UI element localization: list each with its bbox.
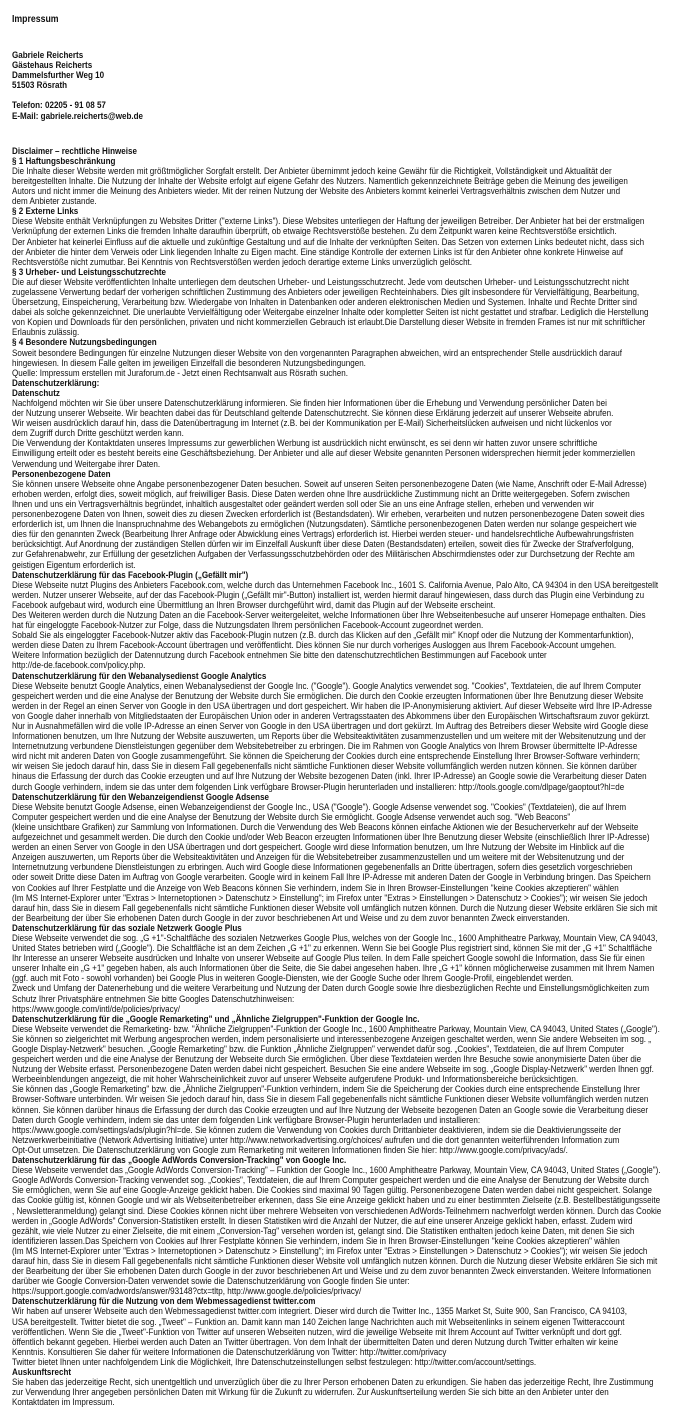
paragraph-line: Zweck und Umfang der Datenerhebung und die weitere Verarbeitung und Nutzung der Daten durch Google sowie Ihre diesbezüglichen Rechte und Einstellungsmöglichkeiten zum [12, 983, 650, 995]
paragraph-line: (Im MS Internet-Explorer unter "Extras > Internetoptionen > Datenschutz > Einstellung"; im Firefox unter "Extras > Einstellungen > Datenschutz > Cookies"); wir weisen Sie jedoch [12, 892, 648, 904]
paragraph-line: dies für den genannten Zweck (Bearbeitung Ihrer Anfrage oder Abwicklung eines Vertrags) erforderlich ist. Hierbei werden steuer- und handelsrechtliche Aufbewahrungsfristen [12, 529, 634, 541]
paragraph-line: Der Anbieter hat keinerlei Einfluss auf die aktuelle und zukünftige Gestaltung und auf die Inhalte der verknüpften Seiten. Das Setzen von externen Links bedeutet nicht, dass sich [12, 236, 645, 248]
paragraph-line: United States betrieben wird („Google"). Die Schaltfläche ist an dem Zeichen „G +1" zu erkennen. Wenn Sie bei Google Plus registriert sind, können Sie mit der „G +1" Schaltfläche [12, 943, 653, 955]
paragraph-line: Twitter bietet Ihnen unter nachfolgendem Link die Möglichkeit, Ihre Datenschutzeinstellungen selbst festzulegen: http://twitter.com/account/settings. [12, 1356, 537, 1368]
paragraph-line: dem Zugriff durch Dritte geschützt werden kann. [12, 428, 184, 440]
paragraph-line: Verknüpfung der externen Links die fremden Inhalte daraufhin überprüft, ob etwaige Rechtsverstöße bestehen. Zu dem Zeitpunkt waren keine Rechtsverstöße ersichtlich. [12, 226, 617, 238]
paragraph-line: Sie können unsere Webseite ohne Angabe personenbezogener Daten besuchen. Soweit auf unseren Seiten personenbezogene Daten (wie Name, Anschrift oder E-Mail Adresse) [12, 478, 647, 490]
paragraph-line: Kenntnis. Konsultieren Sie daher für weitere Informationen die Datenschutzerklärung von Twitter: http://twitter.com/privacy [12, 1346, 447, 1358]
section-heading: Personenbezogene Daten [12, 468, 111, 480]
paragraph-line: Google AdWords Conversion-Tracking verwendet sog. „Cookies", Textdateien, die auf Ihrem Computer gespeichert werden und die eine Analyse der Benutzung der Website durch [12, 1175, 649, 1187]
paragraph-line: Diese Website benutzt Google Adsense, einen Webanzeigendienst der Google Inc., USA ("Google"). Google Adsense verwendet sog. "Cookies" (Textdateien), die auf Ihrem [12, 801, 627, 813]
section-heading: Disclaimer – rechtliche Hinweise [12, 145, 137, 157]
paragraph-line: Internetnutzung verbundene Dienstleistungen gegenüber dem Websitebetreiber zu erbringen. Die im Rahmen von Google Analytics von Ihrem Browser übermittelte IP-Adresse [12, 741, 638, 753]
paragraph-line: werden in „Google AdWords" Conversion-Statistiken erstellt. In diesen Statistiken wird die Anzahl der Nutzer, die auf eine unserer Anzeige geklickt haben, erfasst. Zudem wird [12, 1215, 633, 1227]
paragraph-line: (Im MS Internet-Explorer unter "Extras > Internetoptionen > Datenschutz > Einstellung"; im Firefox unter "Extras > Einstellungen > Datenschutz > Cookies"); wir weisen Sie jedoch [12, 1245, 648, 1257]
spacer [12, 122, 674, 147]
paragraph-line: Übersetzung, Einspeicherung, Verarbeitung bzw. Wiedergabe von Inhalten in Datenbanken oder anderen elektronischen Medien und Systemen. Inhalte und Rechte Dritter sind [12, 297, 637, 309]
paragraph-line: Werbeeinblendungen angezeigt, die mit hoher Wahrscheinlichkeit zuvor auf unserer Webseite aufgerufene Produkt- und Informationsbereiche berücksichtigen. [12, 1074, 579, 1086]
paragraph-line: https://www.google.com/settings/ads/plugin?hl=de. Sie können zudem die Verwendung von Cookies durch Drittanbieter deaktivieren, indem sie die Deaktivierungsseite der [12, 1124, 622, 1136]
paragraph-line: zur Verwendung Ihrer angegeben persönlichen Daten mit Wirkung für die Zukunft zu widerrufen. Zur Auskunftserteilung werden Sie sich bitte an den Anbieter unter den [12, 1387, 609, 1399]
paragraph-line: hat für eingeloggte Facebook-Nutzer zur Folge, dass die Nutzungsdaten Ihrem persönlichen Facebook-Account zugeordnet werden. [12, 620, 484, 632]
paragraph-line: dabei als solche gekennzeichnet. Die unerlaubte Vervielfältigung oder Weitergabe einzelner Inhalte oder kompletter Seiten ist nicht gestattet und strafbar. Lediglich die Herstellung [12, 307, 649, 319]
paragraph-line: Browser-Software unterbinden. Wir weisen Sie jedoch darauf hin, dass Sie in diesem Fall gegebenenfalls nicht sämtliche Funktionen dieser Website vollumfänglich werden nutzen [12, 1094, 649, 1106]
paragraph-line: berücksichtigt. Auf Anordnung der zuständigen Stellen dürfen wir im Einzelfall Auskunft über diese Daten (Bestandsdaten) erteilen, soweit dies für Zwecke der Strafverfolgung, [12, 539, 634, 551]
paragraph-line: personenbezogene Daten von Ihnen, soweit dies zu diesen Zwecken erforderlich ist (Bestandsdaten). Wir erheben, verarbeiten und nutzen personenbezogene Daten soweit dies [12, 509, 645, 521]
paragraph-line: Quelle: Impressum erstellen mit Juraforum.de - Jetzt einen Rechtsanwalt aus Rösrath suchen. [12, 367, 348, 379]
paragraph-line: gespeichert werden und die eine Analyse der Benutzung der Website durch Sie ermöglichen. Die durch den Cookie erzeugten Informationen über Ihre Benutzung dieser Website [12, 690, 644, 702]
paragraph-line: Die Inhalte dieser Website werden mit größtmöglicher Sorgfalt erstellt. Der Anbieter übernimmt jedoch keine Gewähr für die Richtigkeit, Vollständigkeit und Aktualität der [12, 165, 612, 177]
section-heading: Auskunftsrecht [12, 1367, 72, 1378]
paragraph-line: Netzwerkwerbeinitiative (Network Advertising Initiative) unter http://www.networkadvertising.org/choices/ aufrufen und die dort genannten weiterführenden Information zum [12, 1134, 620, 1146]
paragraph-line: https://support.google.com/adwords/answer/93148?ctx=tltp, http://www.google.de/policies/privacy/ [12, 1286, 362, 1298]
paragraph-line: Internetnutzung verbundene Dienstleistungen zu erbringen. Auch wird Google diese Informationen gegebenenfalls an Dritte übertragen, sofern dies gesetzlich vorgeschrieben [12, 862, 633, 874]
paragraph-line: von Google daher innerhalb von Mitgliedstaaten der Europäischen Union oder in anderen Vertragsstaaten des Abkommens über den Europäischen Wirtschaftsraum zuvor gekürzt. [12, 710, 650, 722]
paragraph-line: Sobald Sie als eingeloggter Facebook-Nutzer aktiv das Facebook-Plugin nutzen (z.B. durch das Klicken auf den „Gefällt mir" Knopf oder die Nutzung der Kommentarfunktion), [12, 630, 634, 642]
paragraph-line: Sie können das „Google Remarketing" bzw. die „Ähnliche Zielgruppen"-Funktion verhindern, indem Sie die Speicherung der Cookies durch eine entsprechende Einstellung Ihrer [12, 1084, 640, 1096]
section-heading: Datenschutzerklärung: [12, 377, 100, 389]
email-line: E-Mail: gabriele.reicherts@web.de [12, 110, 144, 122]
paragraph-line: Diese Webseite verwendet das „Google AdWords Conversion-Tracking" – Funktion der Google Inc., 1600 Amphitheatre Parkway, Mountain View, CA 94043, United States („Google"). [12, 1165, 661, 1177]
paragraph-line: der Anbieter die hinter dem Verweis oder Link liegenden Inhalte zu Eigen macht. Eine ständige Kontrolle der externen Links ist für den Anbieter ohne konkrete Hinweise auf [12, 246, 624, 258]
paragraph-line: gezählt, wie viele Nutzer zu einer Zielseite, die mit einem „Conversion-Tag" versehen worden ist, gelangt sind. Die Statistiken enthalten jedoch keine Daten, mit denen Sie sich [12, 1225, 635, 1237]
paragraph-line: Diese Website enthält Verknüpfungen zu Websites Dritter ("externe Links"). Diese Websites unterliegen der Haftung der jeweiligen Betreiber. Der Anbieter hat bei der erstmaligen [12, 216, 645, 228]
paragraph-line: Diese Webseite verwendet die sog. „G +1"-Schaltfläche des sozialen Netzwerkes Google Plus, welches von der Google Inc., 1600 Amphitheatre Parkway, Mountain View, CA 94043, [12, 932, 658, 944]
paragraph-line: das Cookie gültig ist, können Google und wir als Webseitenbetreiber erkennen, dass Sie eine Anzeige geklickt haben und zu einer bestimmten Zielseite (z.B. Bestellbestätigungsseite [12, 1195, 661, 1207]
paragraph-line: bereitgestellten Inhalte. Die Nutzung der Inhalte der Website erfolgt auf eigene Gefahr des Nutzers. Namentlich gekennzeichnete Beiträge geben die Meinung des jeweiligen [12, 175, 628, 187]
paragraph-line: von Kopien und Downloads für den persönlichen, privaten und nicht kommerziellen Gebrauch ist erlaubt.Die Darstellung dieser Website in fremden Frames ist nur mit schriftlicher [12, 317, 646, 329]
paragraph-line: darüber wie Google Conversion-Daten verwendet sowie die Datenschutzerklärung von Google finden Sie unter: [12, 1276, 410, 1288]
paragraph-line: Erlaubnis zulässig. [12, 327, 80, 339]
paragraph-line: wird nicht mit anderen Daten von Google zusammengeführt. Sie können die Speicherung der Cookies durch eine entsprechende Einstellung Ihrer Browser-Software verhindern; [12, 751, 641, 763]
section-heading: § 2 Externe Links [12, 206, 79, 218]
paragraph-line: werden diese Daten zu Ihrem Facebook-Account übertragen und veröffentlicht. Dies können Sie nur durch vorheriges Ausloggen aus Ihrem Facebook-Account umgehen. [12, 640, 617, 652]
spacer [12, 91, 674, 101]
paragraph-line: Nutzung der Website erfasst. Personenbezogene Daten werden dabei nicht gespeichert. Besuchen Sie eine andere Webseite im sog. „Google Display-Netzwerk" werden Ihnen ggf. [12, 1064, 654, 1076]
paragraph-line: Sie haben das jederzeitige Recht, sich unentgeltlich und unverzüglich über die zu Ihrer Person erhobenen Daten zu erkundigen. Sie haben das jederzeitige Recht, Ihre Zustimmung [12, 1377, 654, 1389]
paragraph-line: Computer gespeichert werden und die eine Analyse der Benutzung der Website durch Sie ermöglicht. Google Adsense verwendet auch sog. "Web Beacons" [12, 811, 571, 823]
paragraph-line: zugelassene Verwertung bedarf der vorherigen schriftlichen Zustimmung des Anbieters oder jeweiligen Rechteinhabers. Dies gilt insbesondere für Vervielfältigung, Bearbeitung, [12, 286, 640, 298]
paragraph-line: , Newsletteranmeldung) gelangt sind. Diese Cookies können nicht über mehrere Webseiten von verschiedenen AdWords-Teilnehmern nachverfolgt werden können. Durch das Cookie [12, 1205, 662, 1217]
paragraph-line: zur Gefahrenabwehr, zur Erfüllung der gesetzlichen Aufgaben der Verfassungsschutzbehörden oder des Militärischen Abschirmdienstes oder zur Durchsetzung der Rechte am [12, 549, 635, 561]
paragraph-line: Wir weisen ausdrücklich darauf hin, dass die Datenübertragung im Internet (z.B. bei der Kommunikation per E-Mail) Sicherheitslücken aufweisen und nicht lückenlos vor [12, 418, 612, 430]
paragraph-line: Kontaktdaten im Impressum. [12, 1397, 115, 1408]
paragraph-line: von Cookies auf Ihrer Festplatte und die Anzeige von Web Beacons können Sie verhindern, indem Sie in Ihren Browser-Einstellungen "keine Cookies akzeptieren" wählen [12, 882, 619, 894]
contact-block [12, 101, 674, 121]
paragraph-line: (ggf. auch mit Foto - sowohl vorhanden) bei Google Plus in weiteren Google-Diensten, wie der Google Suche oder Ihrem Google-Profil, eingeblendet werden. [12, 973, 574, 985]
paragraph-line: Wir haben auf unserer Webseite auch den Webmessagedienst twitter.com integriert. Dieser wird durch die Twitter Inc., 1355 Market St, Suite 900, San Francisco, CA 94103, [12, 1306, 628, 1318]
paragraph-line: geistigen Eigentum erforderlich ist. [12, 559, 136, 571]
paragraph-line: Ihnen und uns ein Vertragsverhältnis begründet, inhaltlich ausgestaltet oder geändert werden soll oder Sie an uns eine Anfrage stellen, erheben und verwenden wir [12, 498, 594, 510]
address-line: Gabriele Reicherts [12, 50, 84, 61]
paragraph-line: darauf hin, dass Sie in diesem Fall gegebenenfalls nicht sämtliche Funktionen dieser Website voll umfänglich nutzen können. Durch die Nutzung dieser Website erklären Sie sich mit [12, 1255, 658, 1267]
section-heading: § 4 Besondere Nutzungsbedingungen [12, 337, 157, 349]
paragraph-line: Ihr Interesse an unserer Webseite ausdrücken und Inhalte von unserer Webseite auf Google Plus teilen. In dem Falle speichert Google sowohl die Information, dass Sie für einen [12, 953, 645, 965]
paragraph-line: Rechtsverstöße nicht zumutbar. Bei Kenntnis von Rechtsverstößen werden jedoch derartige externe Links unverzüglich gelöscht. [12, 256, 473, 268]
paragraph-line: Die Verwendung der Kontaktdaten unseres Impressums zur gewerblichen Werbung ist ausdrücklich nicht erwünscht, es sei denn wir hatten zuvor unsere schriftliche [12, 438, 598, 450]
paragraph-line: Opt-Out umsetzen. Die Datenschutzerklärung von Google zum Remarketing mit weiteren Informationen finden Sie hier: http://www.google.com/privacy/ads/. [12, 1144, 568, 1156]
paragraph-line: oder soweit Dritte diese Daten im Auftrag von Google verarbeiten. Google wird in keinem Fall Ihre IP-Adresse mit anderen Daten der Google in Verbindung bringen. Das Speichern [12, 872, 651, 884]
section-heading: § 1 Haftungsbeschränkung [12, 155, 116, 167]
section-heading: Datenschutzerklärung für das „Google AdWords Conversion-Tracking" von Google Inc. [12, 1155, 347, 1167]
paragraph-line: Autors und nicht immer die Meinung des Anbieters wieder. Mit der reinen Nutzung der Website des Anbieters kommt keinerlei Vertragsverhältnis zwischen dem Nutzer und [12, 186, 621, 198]
paragraph-line: Facebook aufgebaut wird, wodurch eine Übermittlung an Ihren Browser durchgeführt wird, damit das Plugin auf der Webseite erscheint. [12, 599, 496, 611]
paragraph-line: Weitere Information bezüglich der Datennutzung durch Facebook entnehmen Sie bitte den datenschutzrechtlichen Bestimmungen auf Facebook unter [12, 650, 547, 662]
paragraph-line: Google Display-Netzwerk" besuchen. „Google Remarketing" bzw. die Funktion „Ähnliche Zielgruppen" verwendet dafür sog. „Cookies", Textdateien, die auf Ihrem Computer [12, 1044, 624, 1055]
section-heading: Datenschutz [12, 387, 60, 399]
paragraph-line: Nur in Ausnahmefällen wird die volle IP-Adresse an einen Server von Google in den USA übertragen und dort gekürzt. Im Auftrag des Betreibers dieser Website wird Google diese [12, 721, 649, 732]
paragraph-line: unserer Inhalte ein „G +1" gegeben haben, als auch Informationen über die Seite, die Sie dabei angesehen haben. Ihre „G +1" können möglicherweise zusammen mit Ihrem Namen [12, 963, 655, 975]
paragraph-line: identifizieren lassen.Das Speichern von Cookies auf Ihrer Festplatte können Sie verhindern, indem Sie in Ihren Browser-Einstellungen "keine Cookies akzeptieren" wählen [12, 1235, 620, 1247]
paragraph-line: der Nutzung unserer Webseite. Wir beachten dabei das für Deutschland geltende Datenschutzrecht. Sie können diese Erklärung jederzeit auf unserer Webseite abrufen. [12, 408, 614, 420]
paragraph-line: https://www.google.com/intl/de/policies/privacy/ [12, 1003, 180, 1015]
section-heading: Datenschutzerklärung für die „Google Remarketing" und „Ähnliche Zielgruppen"-Funktion der Google Inc. [12, 1013, 420, 1025]
paragraph-line: Diese Webseite benutzt Google Analytics, einen Webanalysedienst der Google Inc. ("Google"). Google Analytics verwendet sog. "Cookies", Textdateien, die auf Ihrem Computer [12, 680, 642, 692]
paragraph-line: http://de-de.facebook.com/policy.php. [12, 660, 146, 672]
legal-text-body [12, 147, 674, 1408]
paragraph-line: (kleine unsichtbare Grafiken) zur Sammlung von Informationen. Durch die Verwendung des Web Beacons können einfache Aktionen wie der Besucherverkehr auf der Webseite [12, 821, 639, 833]
paragraph-line: der Bearbeitung der über Sie erhobenen Daten durch Google in der zuvor beschriebenen Art und Weise und zu dem zuvor benannten Zweck einverstanden. [12, 912, 570, 924]
paragraph-line: Einwilligung erteilt oder es besteht bereits eine Geschäftsbeziehung. Der Anbieter und alle auf dieser Website genannten Personen widersprechen hiermit jeder kommerziellen [12, 448, 635, 460]
paragraph-line: Daten durch Google verhindern, indem sie das unter dem folgenden Link verfügbare Browser-Plugin herunterladen und installieren: [12, 1114, 481, 1126]
section-heading: Datenschutzerklärung für das soziale Netzwerk Google Plus [12, 922, 242, 934]
paragraph-line: der Bearbeitung der über Sie erhobenen Daten durch Google in der zuvor beschriebenen Art und Weise und zu dem zuvor benannten Zweck einverstanden. Weitere Informationen [12, 1266, 651, 1278]
address-line: 51503 Rösrath [12, 80, 68, 92]
paragraph-line: aufgezeichnet und gesammelt werden. Die durch den Cookie und/oder Web Beacon erzeugten Informationen über Ihre Benutzung dieser Website (einschließlich Ihrer IP-Adresse) [12, 832, 650, 844]
section-heading: § 3 Urheber- und Leistungsschutzrechte [12, 266, 167, 278]
paragraph-line: Sie können so zielgerichtet mit Werbung angesprochen werden, indem personalisierte und interessenbezogene Anzeigen geschaltet werden, wenn Sie andere Webseiten im sog. „ [12, 1033, 651, 1045]
phone-line: Telefon: 02205 - 91 08 57 [12, 100, 106, 112]
spacer [12, 26, 674, 51]
paragraph-line: Nachfolgend möchten wir Sie über unsere Datenschutzerklärung informieren. Sie finden hier Informationen über die Erhebung und Verwendung persönlicher Daten bei [12, 398, 607, 409]
paragraph-line: können. Sie können darüber hinaus die Erfassung der durch das Cookie erzeugten und auf Ihre Nutzung der Webseite bezogenen Daten an Google sowie die Verarbeitung dieser [12, 1104, 649, 1116]
paragraph-line: dem Anbieter zustande. [12, 196, 97, 208]
paragraph-line: erhoben werden, erfolgt dies, soweit möglich, auf freiwilliger Basis. Diese Daten werden ohne Ihre ausdrückliche Zustimmung nicht an Dritte weitergegeben. Sofern zwischen [12, 488, 630, 500]
address-line: Gästehaus Reicherts [12, 60, 93, 72]
section-heading: Datenschutzerklärung für den Webanzeigendienst Google Adsense [12, 791, 270, 803]
paragraph-line: Die auf dieser Website veröffentlichten Inhalte unterliegen dem deutschen Urheber- und Leistungsschutzrecht. Jede vom deutschen Urheber- und Leistungsschutzrecht nicht [12, 276, 630, 288]
paragraph-line: werden in der Regel an einen Server von Google in den USA übertragen und dort gespeichert. Wir haben die IP-Anonymisierung aktiviert. Auf dieser Webseite wird Ihre IP-Adresse [12, 700, 652, 712]
paragraph-line: werden an einen Server von Google in den USA übertragen und dort gespeichert. Google wird diese Information benutzen, um Ihre Nutzung der Website im Hinblick auf die [12, 842, 625, 854]
page-title: Impressum [12, 14, 59, 25]
paragraph-line: Schutz Ihrer Privatsphäre entnehmen Sie bitte Googles Datenschutzhinweisen: [12, 993, 295, 1005]
address-line: Dammelsfurther Weg 10 [12, 70, 105, 82]
paragraph-line: Sie ermöglichen, wenn Sie auf eine Google-Anzeige geklickt haben. Die Cookies sind maximal 90 Tagen gültig. Personenbezogene Daten werden dabei nicht gespeichert. Solange [12, 1185, 653, 1197]
paragraph-line: Des Weiteren werden durch die Nutzung Daten an die Facebook-Server weitergeleitet, welche Informationen über Ihre Webseitenbesuche auf unserer Homepage enthalten. Dies [12, 609, 646, 621]
paragraph-line: durch Google verhindern, indem sie das unter dem folgenden Link verfügbare Browser-Plugin herunterladen und installieren: http://tools.google.com/dlpage/gaoptout?hl=de [12, 781, 625, 793]
paragraph-line: gespeichert werden und die eine Analyse der Benutzung der Webseite durch Sie ermöglichen. Über diese Textdateien werden Ihre Besuche sowie anonymisierte Daten über die [12, 1054, 642, 1066]
paragraph-line: Informationen benutzen, um Ihre Nutzung der Website auszuwerten, um Reports über die Websiteaktivitäten zusammenzustellen und um weitere mit der Websitenutzung und der [12, 731, 646, 743]
paragraph-line: veröffentlichen. Wenn Sie die „Tweet"-Funktion von Twitter auf unseren Webseiten nutzen, wird die jeweilige Webseite mit Ihrem Account auf Twitter verknüpft und dort ggf. [12, 1326, 622, 1338]
paragraph-line: USA bereitgestellt. Twitter bietet die sog. „Tweet" – Funktion an. Damit kann man 140 Zeichen lange Nachrichten auch mit Webseitenlinks in seinem eigenen Twitteraccount [12, 1316, 625, 1328]
paragraph-line: öffentlich bekannt gegeben. Hierbei werden auch Daten an Twitter übertragen. Von dem Inhalt der übermittelten Daten und deren Nutzung durch Twitter erhalten wir keine [12, 1336, 619, 1348]
paragraph-line: hinaus die Erfassung der durch das Cookie erzeugten und auf Ihre Nutzung der Website bezogenen Daten (inkl. Ihrer IP-Adresse) an Google sowie die Verarbeitung dieser Daten [12, 771, 647, 783]
paragraph-line: wir weisen Sie jedoch darauf hin, dass Sie in diesem Fall gegebenenfalls nicht sämtliche Funktionen dieser Website vollumfänglich werden nutzen können. Sie können darüber [12, 761, 637, 773]
section-heading: Datenschutzerklärung für das Facebook-Plugin („Gefällt mir") [12, 569, 249, 581]
paragraph-line: Diese Webseite nutzt Plugins des Anbieters Facebook.com, welche durch das Unternehmen Facebook Inc., 1601 S. California Avenue, Palo Alto, CA 94304 in den USA bereitgestellt [12, 579, 659, 591]
section-heading: Datenschutzerklärung für die Nutzung von dem Webmessagedienst twitter.com [12, 1296, 316, 1308]
paragraph-line: erforderlich ist, um Ihnen die Inanspruchnahme des Webangebots zu ermöglichen (Nutzungsdaten). Sämtliche personenbezogenen Daten werden nur solange gespeichert wie [12, 519, 637, 531]
paragraph-line: Verwendung und Weitergabe ihrer Daten. [12, 458, 161, 470]
paragraph-line: Diese Webseite verwendet die Remarketing- bzw. "Ähnliche Zielgruppen"-Funktion der Google Inc., 1600 Amphitheatre Parkway, Mountain View, CA 94043, United States („Google"). [12, 1023, 660, 1035]
paragraph-line: hingewiesen. In diesem Falle gelten im jeweiligen Einzelfall die besonderen Nutzungsbedingungen. [12, 357, 366, 369]
paragraph-line: werden. Nutzer unserer Webseite, auf der das Facebook-Plugin („Gefällt mir"-Button) installiert ist, werden hiermit darauf hingewiesen, dass durch das Plugin eine Verbindung zu [12, 589, 645, 601]
paragraph-line: Soweit besondere Bedingungen für einzelne Nutzungen dieser Website von den vorgenannten Paragraphen abweichen, wird an entsprechender Stelle ausdrücklich darauf [12, 347, 623, 359]
address-block [12, 51, 674, 91]
paragraph-line: darauf hin, dass Sie in diesem Fall gegebenenfalls nicht sämtliche Funktionen dieser Website voll umfänglich nutzen können. Durch die Nutzung dieser Website erklären Sie sich mit [12, 902, 658, 914]
paragraph-line: Anzeigen auszuwerten, um Reports über die Websiteaktivitäten und Anzeigen für die Websitebetreiber zusammenzustellen und um weitere mit der Websitenutzung und der [12, 852, 625, 864]
section-heading: Datenschutzerklärung für den Webanalysedienst Google Analytics [12, 670, 267, 682]
